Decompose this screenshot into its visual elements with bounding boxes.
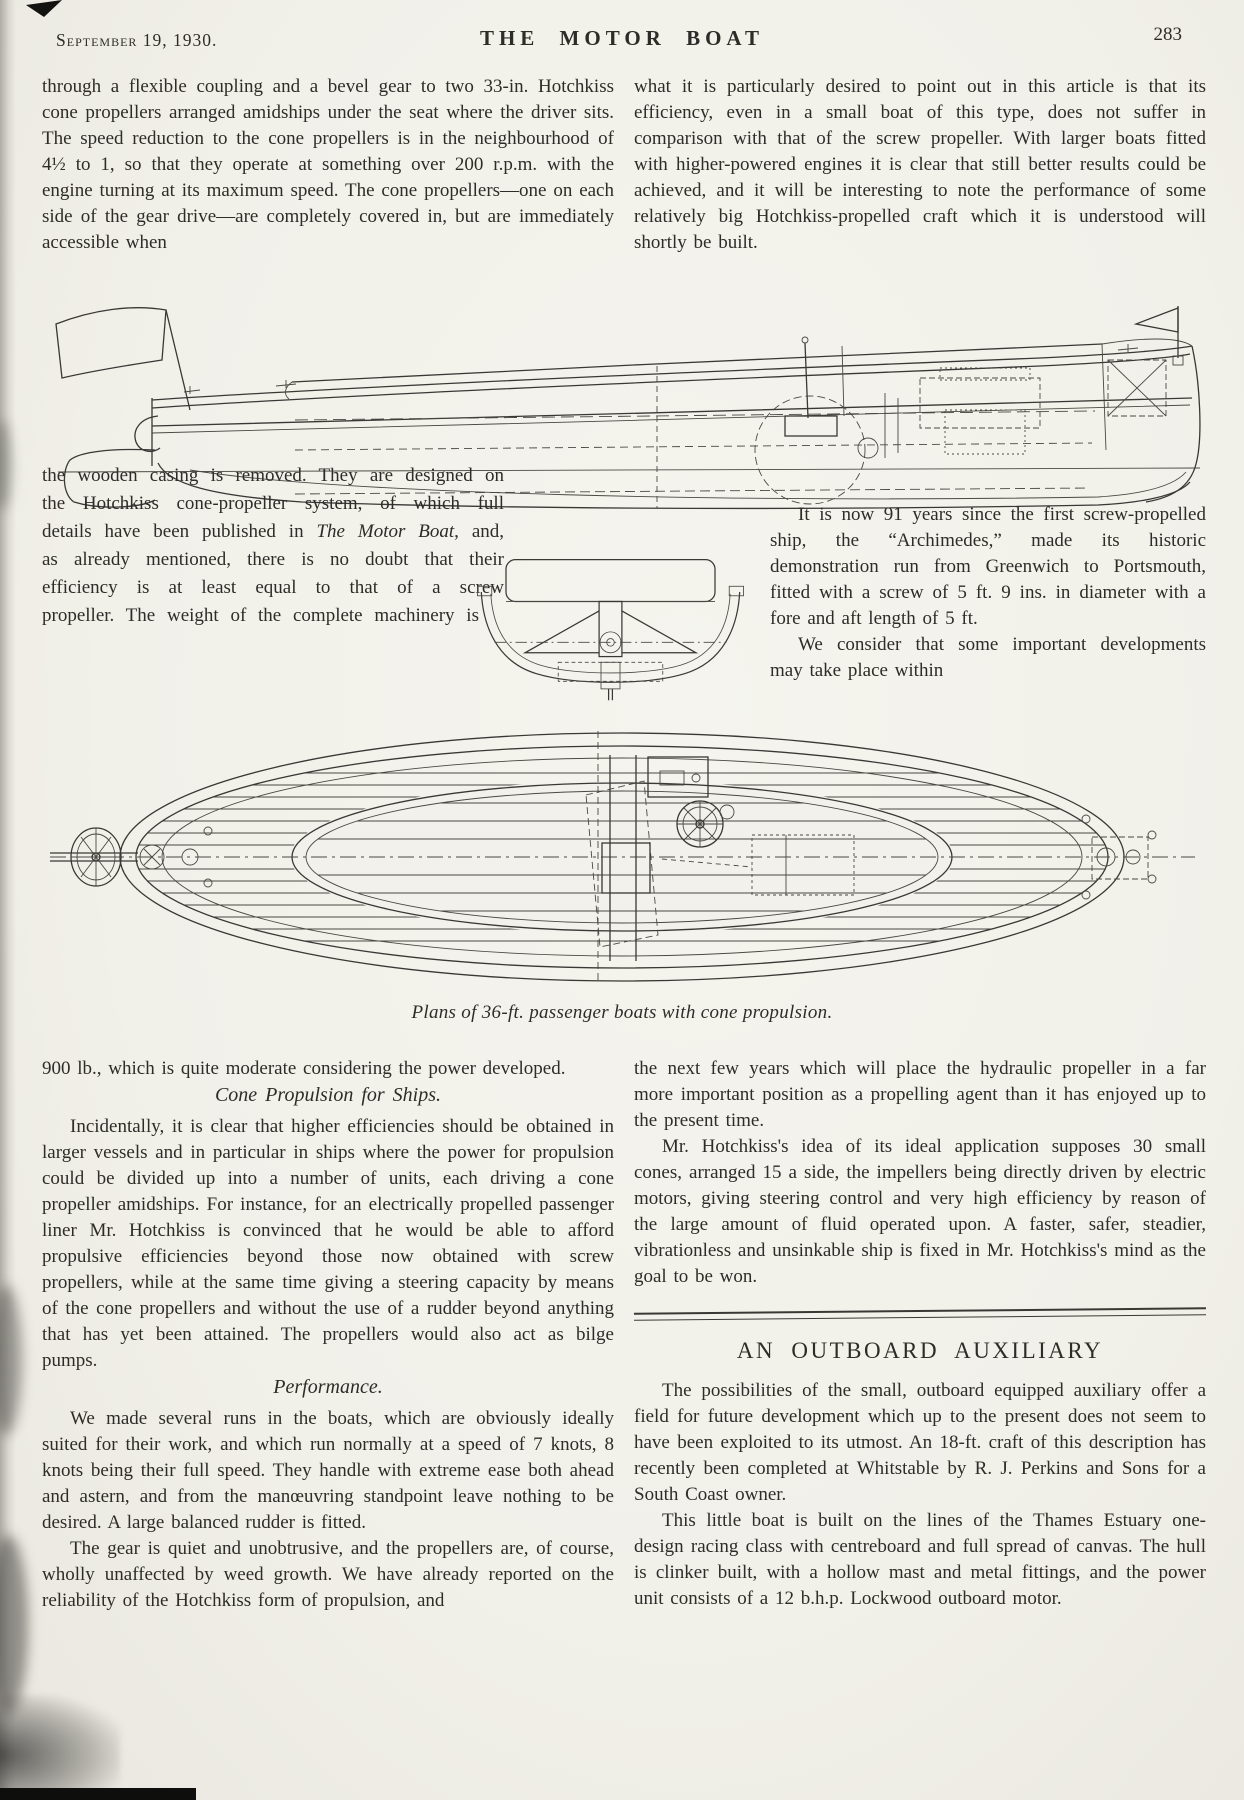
plan-view-drawing — [50, 726, 1195, 988]
italic-title-run: The Motor Boat — [316, 521, 455, 542]
paragraph: 900 lb., which is quite moderate considering the power developed. — [42, 1058, 566, 1079]
paragraph: through a flexible coupling and a bevel gear to two 33-in. Hotchkiss cone propellers arranged amidships under the seat where the driver sits. The speed reduction to the cone propellers is in the neighbourhood of 4½ to 1, so that they operate at something over 200 r.p.m. with the engine turning at its maximum speed. The cone propellers—one on each side of the gear drive—are completely covered in, but are immediately accessible when — [42, 76, 614, 253]
paragraph: We made several runs in the boats, which are obviously ideally suited for their work, and which run normally at a speed of 7 knots, 8 knots being their full speed. They handle with extreme ease both ahead and astern, and from the manœuvring standpoint leave nothing to be desired. A large balanced rudder is fitted. — [42, 1408, 614, 1533]
paragraph: It is now 91 years since the first screw-propelled ship, the “Archimedes,” made its historic demonstration run from Greenwich to Portsmouth, fitted with a screw of 5 ft. 9 ins. in diameter with a fore and aft length of 5 ft. — [770, 504, 1206, 629]
scan-blotch — [0, 1535, 28, 1715]
paragraph: what it is particularly desired to point out in this article is that its efficiency, even in a small boat of this type, does not suffer in comparison with that of the screw propeller. With larger boats fitted with higher-powered engines it is clear that still better results could be achieved, and it will be interesting to note the performance of some relatively big Hotchkiss-propelled craft which it is understood will shortly be built. — [634, 76, 1206, 253]
subheading-cone-propulsion: Cone Propulsion for Ships. — [214, 1084, 442, 1106]
article-heading-outboard-auxiliary: AN OUTBOARD AUXILIARY — [736, 1338, 1104, 1363]
left-column-paragraph-1 — [42, 74, 614, 256]
figure-cross-section — [468, 552, 753, 707]
cross-section-drawing — [468, 552, 753, 707]
scan-blotch — [0, 1285, 22, 1435]
magazine-title: THE MOTOR BOAT — [479, 26, 765, 50]
left-column-paragraph-2 — [42, 462, 504, 630]
figure-plan-view — [50, 726, 1195, 988]
scan-edge-bar — [0, 1788, 196, 1800]
figure-caption: Plans of 36-ft. passenger boats with cone propulsion. — [411, 1002, 833, 1023]
right-column-paragraph-2 — [770, 502, 1206, 684]
paragraph: Incidentally, it is clear that higher efficiencies should be obtained in larger vessels and in particular in ships where the power for propulsion could be divided up into a number of units, each driving a cone propeller amidships. For instance, for an electrically propelled passenger liner Mr. Hotchkiss is convinced that he would be able to afford propulsive efficiencies beyond those now obtained with screw propellers, while at the same time giving a steering capacity by means of the cone propellers and without the use of a rudder beyond anything that has yet been attained. The propellers would also act as bilge pumps. — [42, 1116, 614, 1371]
left-column-lower — [42, 1056, 614, 1614]
issue-date: September 19, 1930. — [56, 30, 218, 50]
paragraph: the next few years which will place the hydraulic propeller in a far more important position as a propelling agent than it has enjoyed up to the present time. — [634, 1058, 1206, 1131]
corner-arrow-mark — [26, 0, 70, 20]
text-run: the wooden casing is removed. They are designed on the Hotchkiss cone-propeller system, of which full details have been published in — [42, 465, 504, 542]
page-number: 283 — [1153, 24, 1182, 45]
paragraph: This little boat is built on the lines of the Thames Estuary one-design racing class with centreboard and full spread of canvas. The hull is clinker built, with a hollow mast and metal fittings, and the power unit consists of a 12 b.h.p. Lockwood outboard motor. — [634, 1510, 1206, 1609]
scan-smudge — [0, 1695, 120, 1795]
right-column-paragraph-1 — [634, 74, 1206, 256]
section-divider-rule — [634, 1307, 1206, 1320]
text-run: , and, as already mentioned, there is no doubt that their efficiency is at least equal to that of a screw propeller. The weight of the complete machinery is — [42, 521, 505, 626]
right-column-lower — [634, 1056, 1206, 1612]
page-gutter-shadow — [0, 0, 16, 1800]
paragraph: We consider that some important developments may take place within — [770, 634, 1206, 681]
paragraph: The possibilities of the small, outboard equipped auxiliary offer a field for future development which up to the present does not seem to have been exploited to its utmost. An 18-ft. craft of this description has recently been completed at Whitstable by R. J. Perkins and Sons for a South Coast owner. — [634, 1380, 1206, 1505]
paragraph — [42, 462, 504, 630]
paragraph: Mr. Hotchkiss's idea of its ideal application supposes 30 small cones, arranged 15 a side, the impellers being directly driven by electric motors, giving steering control and very high efficiency by reason of the large amount of fluid operated upon. A faster, safer, steadier, vibrationless and unsinkable ship is fixed in Mr. Hotchkiss's mind as the goal to be won. — [634, 1136, 1206, 1287]
paragraph: The gear is quiet and unobtrusive, and the propellers are, of course, wholly unaffected by weed growth. We have already reported on the reliability of the Hotchkiss form of propulsion, and — [42, 1538, 614, 1611]
subheading-performance: Performance. — [273, 1376, 383, 1398]
